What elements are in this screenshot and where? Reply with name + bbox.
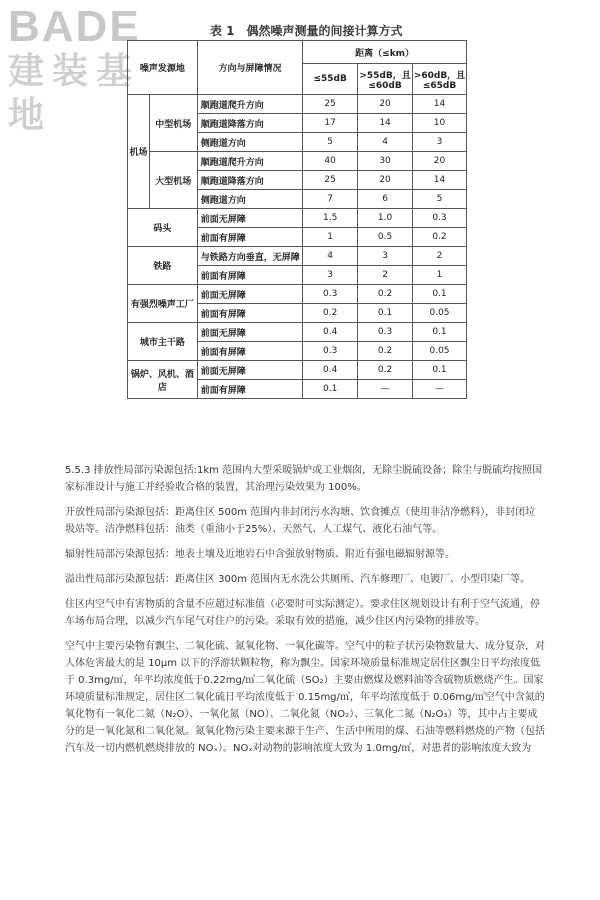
paragraph: 溢出性局部污染源包括：距离住区 300m 范围内无水洗公共厕所、汽车修理厂、电镀厂、小型印染厂等。 xyxy=(65,574,531,585)
cell: 17 xyxy=(303,114,358,133)
paragraph: 开放性局部污染源包括：距离住区 500m 范围内非封闭污水沟塘、饮食摊点（使用非洁净燃料），非封闭垃圾站等。洁净燃料包括：油类（重油小于25%）、天然气、人工煤气、液化石油气等。 xyxy=(65,507,536,535)
cell: 2 xyxy=(413,247,467,266)
row-dir: 侧跑道方向 xyxy=(197,133,303,152)
header-source: 噪声发源地 xyxy=(128,41,198,95)
logo-text-chinese: 建装基地 xyxy=(8,51,141,136)
row-dir: 侧跑道方向 xyxy=(197,190,303,209)
row-dir: 前面无屏障 xyxy=(197,285,303,304)
cell: 5 xyxy=(303,133,358,152)
paragraph: 5.5.3 排放性局部污染源包括:1km 范围内大型采暖锅炉或工业烟囱，无除尘脱硫设备；除尘与脱硫均按照国家标准设计与施工并经验收合格的装置，其治理污染效果为 100%。 xyxy=(65,465,543,493)
cell: 0.2 xyxy=(358,342,413,361)
cell: 0.2 xyxy=(413,228,467,247)
row-dir: 顺跑道降落方向 xyxy=(197,114,303,133)
cell: 10 xyxy=(413,114,467,133)
header-distance: 距离（≤km） xyxy=(303,41,467,64)
cell: — xyxy=(413,380,467,399)
row-dir: 前面无屏障 xyxy=(197,361,303,380)
cell: 5 xyxy=(413,190,467,209)
row-dir: 与铁路方向垂直，无屏障 xyxy=(197,247,303,266)
group-rail: 铁路 xyxy=(128,247,198,285)
cell: 0.3 xyxy=(303,285,358,304)
cell: 0.05 xyxy=(413,304,467,323)
cell: 3 xyxy=(303,266,358,285)
cell: 14 xyxy=(358,114,413,133)
cell: 2 xyxy=(358,266,413,285)
row-dir: 前面有屏障 xyxy=(197,228,303,247)
cell: 0.1 xyxy=(413,285,467,304)
paragraph: 辐射性局部污染源包括：地表土壤及近地岩石中含强放射物质、附近有强电磁辐射源等。 xyxy=(65,549,455,560)
cell: 0.4 xyxy=(303,361,358,380)
group-airport: 机场 xyxy=(128,95,150,209)
cell: 0.2 xyxy=(303,304,358,323)
cell: 0.3 xyxy=(413,209,467,228)
group-large-airport: 大型机场 xyxy=(149,152,197,209)
paragraph: 空气中主要污染物有飘尘、二氧化硫、氮氧化物、一氧化碳等。空气中的粒子状污染物数量大、成分复杂，对人体危害最大的是 10μm 以下的浮游状颗粒物，称为飘尘。国家环境质量标准规定居住区飘尘日平均浓度低于 0.3mg/㎥，年平均浓度低于0.22mg/㎥二氧化硫（SO₂）主要由燃煤及燃料油等含硫物质燃烧产生。国家环境质量标准规定，居住区二氧化硫日平均浓度低于 0.15mg/㎥，年平均浓度低于 0.06mg/㎥空气中含氮的氧化物有一氧化二氮（N₂O）、一氧化氮（NO）、二氧化氮（NO₂）、三氧化二氮（N₂O₃）等，其中占主要成分的是一氧化氮和二氧化氮。氮氧化物污染主要来源于生产、生活中所用的煤、石油等燃料燃烧的产物（包括汽车及一切内燃机燃烧排放的 NOₓ）。NOₓ对动物的影响浓度大致为 1.0mg/㎥，对患者的影响浓度大致为 xyxy=(65,641,545,754)
group-boiler: 锅炉、风机、酒店 xyxy=(128,361,198,399)
row-dir: 前面有屏障 xyxy=(197,304,303,323)
cell: 3 xyxy=(358,247,413,266)
header-direction: 方向与屏障情况 xyxy=(197,41,303,95)
row-dir: 顺跑道爬升方向 xyxy=(197,95,303,114)
group-road: 城市主干路 xyxy=(128,323,198,361)
row-dir: 前面有屏障 xyxy=(197,380,303,399)
cell: — xyxy=(358,380,413,399)
cell: 0.3 xyxy=(358,323,413,342)
header-col-65: >60dB，且≤65dB xyxy=(413,64,467,95)
paragraph: 住区内空气中有害物质的含量不应超过标准值（必要时可实际测定）。要求住区规划设计有利于空气流通，停车场布局合理，以减少汽车尾气对住户的污染。采取有效的措施，减少住区内污染物的排放等。 xyxy=(65,599,540,627)
cell: 0.1 xyxy=(303,380,358,399)
group-factory: 有强烈噪声工厂 xyxy=(128,285,198,323)
cell: 25 xyxy=(303,171,358,190)
row-dir: 顺跑道爬升方向 xyxy=(197,152,303,171)
cell: 1 xyxy=(303,228,358,247)
table-caption: 表 1 偶然噪声测量的间接计算方式 xyxy=(210,24,403,38)
cell: 30 xyxy=(358,152,413,171)
row-dir: 前面有屏障 xyxy=(197,266,303,285)
cell: 20 xyxy=(358,171,413,190)
cell: 14 xyxy=(413,95,467,114)
cell: 20 xyxy=(358,95,413,114)
cell: 4 xyxy=(358,133,413,152)
cell: 0.05 xyxy=(413,342,467,361)
cell: 0.2 xyxy=(358,285,413,304)
row-dir: 前面无屏障 xyxy=(197,323,303,342)
cell: 20 xyxy=(413,152,467,171)
row-dir: 前面无屏障 xyxy=(197,209,303,228)
row-dir: 顺跑道降落方向 xyxy=(197,171,303,190)
cell: 6 xyxy=(358,190,413,209)
cell: 14 xyxy=(413,171,467,190)
cell: 3 xyxy=(413,133,467,152)
header-col-55: ≤55dB xyxy=(303,64,358,95)
group-dock: 码头 xyxy=(128,209,198,247)
cell: 0.4 xyxy=(303,323,358,342)
cell: 40 xyxy=(303,152,358,171)
logo-text-bade: BADE xyxy=(8,2,141,51)
cell: 25 xyxy=(303,95,358,114)
cell: 0.5 xyxy=(358,228,413,247)
cell: 0.1 xyxy=(413,323,467,342)
cell: 0.1 xyxy=(413,361,467,380)
row-dir: 前面有屏障 xyxy=(197,342,303,361)
cell: 7 xyxy=(303,190,358,209)
cell: 0.1 xyxy=(358,304,413,323)
cell: 1 xyxy=(413,266,467,285)
cell: 1.0 xyxy=(358,209,413,228)
cell: 0.3 xyxy=(303,342,358,361)
cell: 0.2 xyxy=(358,361,413,380)
cell: 4 xyxy=(303,247,358,266)
noise-table xyxy=(127,40,467,399)
group-medium-airport: 中型机场 xyxy=(149,95,197,152)
body-text xyxy=(65,462,545,757)
header-col-60: >55dB，且≤60dB xyxy=(358,64,413,95)
cell: 1.5 xyxy=(303,209,358,228)
